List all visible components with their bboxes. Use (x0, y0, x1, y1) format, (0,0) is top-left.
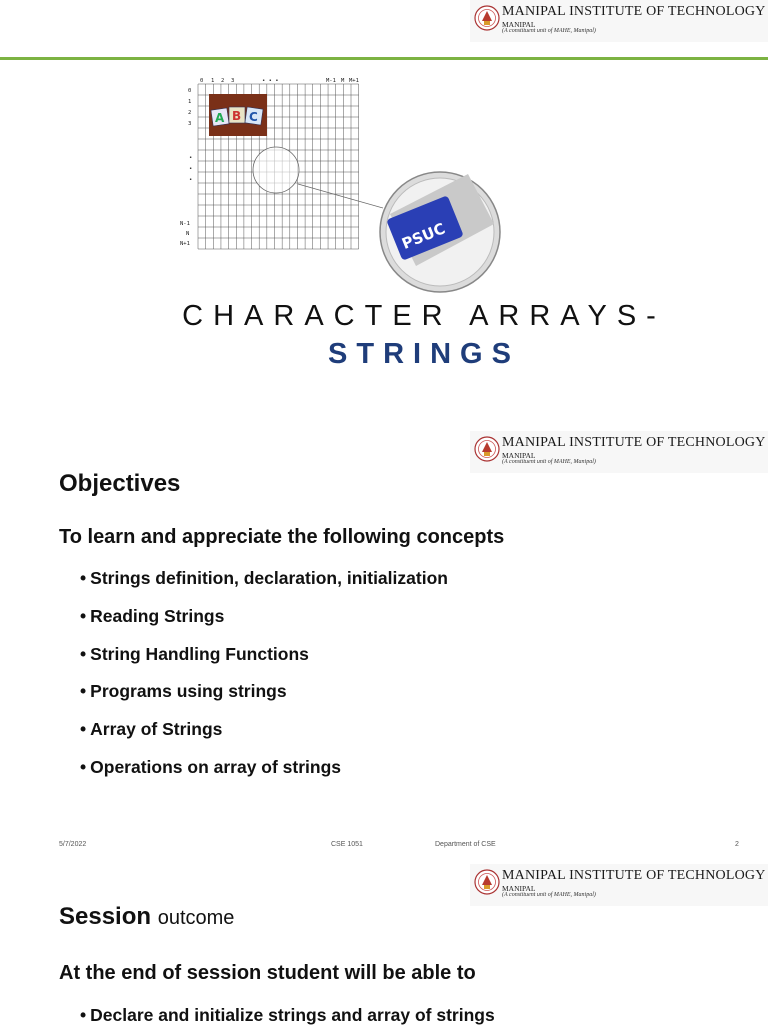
footer-course: CSE 1051 (331, 841, 363, 848)
col-label: 3 (231, 78, 235, 84)
col-label: 2 (221, 78, 225, 84)
institution-logo (470, 0, 768, 42)
row-label: 0 (188, 88, 192, 94)
objective-bullet: • Operations on array of strings (80, 757, 342, 777)
objective-bullet: • Array of Strings (80, 719, 223, 739)
col-label: 0 (200, 78, 204, 84)
institution-city: MANIPAL (502, 884, 536, 893)
row-label: 2 (188, 110, 192, 116)
row-label: • (189, 166, 193, 172)
abc-letter: A (215, 111, 225, 125)
objective-bullet: • String Handling Functions (80, 644, 309, 664)
institution-name: MANIPAL INSTITUTE OF TECHNOLOGY (502, 4, 766, 19)
header-rule (0, 57, 768, 60)
institution-name: MANIPAL INSTITUTE OF TECHNOLOGY (502, 868, 766, 883)
row-label: • (189, 155, 193, 161)
objective-bullet: • Programs using strings (80, 681, 287, 701)
slide-title-line1: CHARACTER ARRAYS- (182, 300, 666, 332)
abc-letter: C (249, 110, 258, 124)
grid-magnifier (253, 147, 299, 193)
institution-city: MANIPAL (502, 451, 536, 460)
objectives-heading: Objectives (59, 470, 181, 497)
abc-blocks-image (209, 94, 267, 136)
institution-name: MANIPAL INSTITUTE OF TECHNOLOGY (502, 435, 766, 450)
objective-bullet: • Reading Strings (80, 606, 225, 626)
session-outcome-heading: Session outcome (59, 903, 235, 930)
col-label: 1 (211, 78, 215, 84)
footer-page-number: 2 (735, 841, 739, 848)
row-label: • (189, 177, 193, 183)
manipal-emblem-icon (474, 434, 500, 464)
footer-department: Department of CSE (435, 841, 496, 848)
manipal-emblem-icon (474, 867, 500, 897)
manipal-emblem-icon (474, 3, 500, 33)
institution-subtitle: (A constituent unit of MAHE, Manipal) (502, 28, 596, 34)
magnifier-connector (298, 184, 383, 208)
col-label: M+1 (349, 78, 359, 84)
objective-bullet: • Strings definition, declaration, initialization (80, 568, 448, 588)
col-label: M (341, 78, 345, 84)
institution-subtitle: (A constituent unit of MAHE, Manipal) (502, 892, 596, 898)
col-label: M-1 (326, 78, 336, 84)
institution-city: MANIPAL (502, 20, 536, 29)
slide-title-line2: STRINGS (328, 338, 520, 370)
outcome-bullet: • Declare and initialize strings and array of strings (80, 1005, 495, 1025)
footer-date: 5/7/2022 (59, 841, 87, 848)
character-array-illustration (178, 74, 510, 294)
institution-logo (470, 431, 768, 473)
session-outcome-lead: At the end of session student will be able to (59, 962, 476, 984)
psuc-key-magnifier (380, 172, 500, 292)
institution-subtitle: (A constituent unit of MAHE, Manipal) (502, 459, 596, 465)
row-label: 3 (188, 121, 192, 127)
row-label: N+1 (180, 241, 190, 247)
institution-logo (470, 864, 768, 906)
key-label: PSUC (399, 219, 448, 253)
row-label: N (186, 231, 190, 237)
col-label: • • • (262, 78, 279, 84)
row-label: N-1 (180, 221, 190, 227)
row-label: 1 (188, 99, 192, 105)
abc-letter: B (232, 109, 242, 123)
objectives-lead: To learn and appreciate the following concepts (59, 526, 505, 548)
